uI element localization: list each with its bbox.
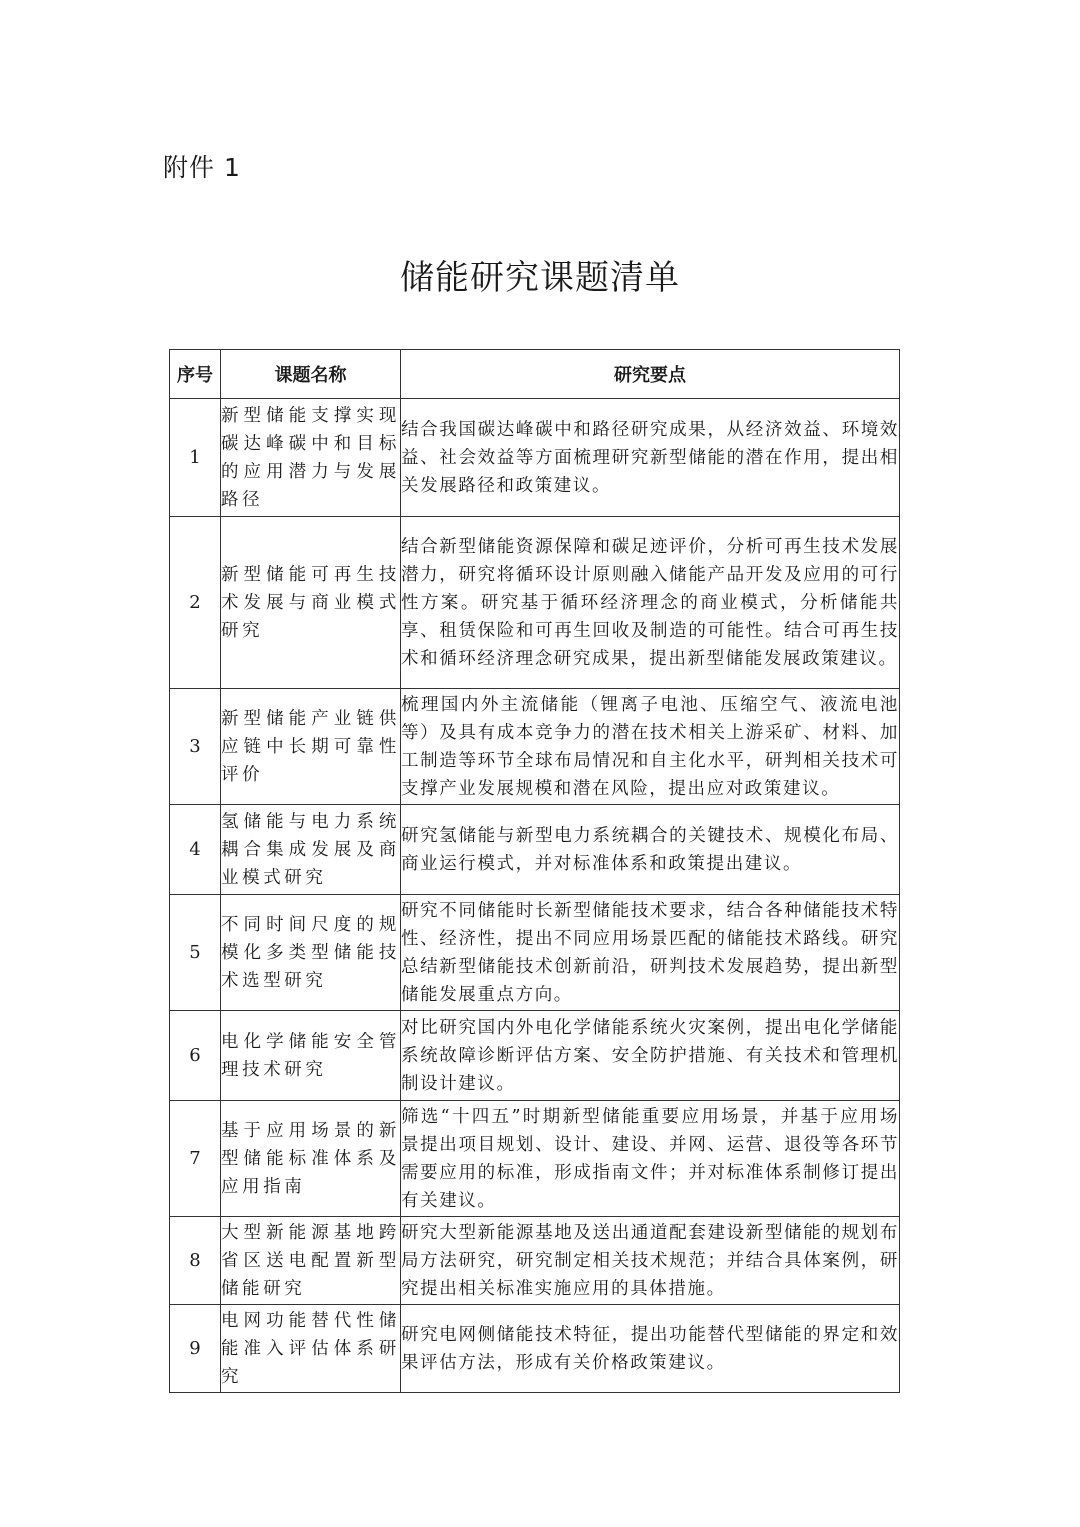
table-row bbox=[170, 1011, 900, 1101]
table-row bbox=[170, 1305, 900, 1393]
table-row bbox=[170, 517, 900, 689]
research-points: 研究氢储能与新型电力系统耦合的关键技术、规模化布局、商业运行模式，并对标准体系和政策提出建议。 bbox=[401, 805, 900, 895]
topic-name: 氢储能与电力系统耦合集成发展及商业模式研究 bbox=[221, 805, 401, 895]
row-number: 5 bbox=[170, 895, 221, 1011]
topic-name: 电网功能替代性储能准入评估体系研究 bbox=[221, 1305, 401, 1393]
research-points: 对比研究国内外电化学储能系统火灾案例，提出电化学储能系统故障诊断评估方案、安全防护措施、有关技术和管理机制设计建议。 bbox=[401, 1011, 900, 1101]
research-points: 研究电网侧储能技术特征，提出功能替代型储能的界定和效果评估方法，形成有关价格政策建议。 bbox=[401, 1305, 900, 1393]
table-row bbox=[170, 805, 900, 895]
header-number: 序号 bbox=[170, 350, 221, 399]
row-number: 3 bbox=[170, 689, 221, 805]
research-topics-table bbox=[169, 349, 900, 1393]
row-number: 4 bbox=[170, 805, 221, 895]
row-number: 1 bbox=[170, 399, 221, 517]
research-points: 结合我国碳达峰碳中和路径研究成果，从经济效益、环境效益、社会效益等方面梳理研究新型储能的潜在作用，提出相关发展路径和政策建议。 bbox=[401, 399, 900, 517]
topic-name: 电化学储能安全管理技术研究 bbox=[221, 1011, 401, 1101]
topic-name: 不同时间尺度的规模化多类型储能技术选型研究 bbox=[221, 895, 401, 1011]
topic-name: 大型新能源基地跨省区送电配置新型储能研究 bbox=[221, 1217, 401, 1305]
table-row bbox=[170, 689, 900, 805]
row-number: 8 bbox=[170, 1217, 221, 1305]
topic-name: 基于应用场景的新型储能标准体系及应用指南 bbox=[221, 1101, 401, 1217]
research-points: 结合新型储能资源保障和碳足迹评价，分析可再生技术发展潜力，研究将循环设计原则融入储能产品开发及应用的可行性方案。研究基于循环经济理念的商业模式，分析储能共享、租赁保险和可再生回收及制造的可能性。结合可再生技术和循环经济理念研究成果，提出新型储能发展政策建议。 bbox=[401, 517, 900, 689]
row-number: 2 bbox=[170, 517, 221, 689]
header-research-points: 研究要点 bbox=[401, 350, 900, 399]
row-number: 6 bbox=[170, 1011, 221, 1101]
research-points: 研究不同储能时长新型储能技术要求，结合各种储能技术特性、经济性，提出不同应用场景匹配的储能技术路线。研究总结新型储能技术创新前沿，研判技术发展趋势，提出新型储能发展重点方向。 bbox=[401, 895, 900, 1011]
topic-name: 新型储能支撑实现碳达峰碳中和目标的应用潜力与发展路径 bbox=[221, 399, 401, 517]
document-title: 储能研究课题清单 bbox=[400, 258, 680, 298]
topic-name: 新型储能可再生技术发展与商业模式研究 bbox=[221, 517, 401, 689]
table-row bbox=[170, 1217, 900, 1305]
table-row bbox=[170, 399, 900, 517]
table-header-row bbox=[170, 350, 900, 399]
header-topic-name: 课题名称 bbox=[221, 350, 401, 399]
row-number: 7 bbox=[170, 1101, 221, 1217]
table-row bbox=[170, 895, 900, 1011]
research-points: 筛选“十四五”时期新型储能重要应用场景，并基于应用场景提出项目规划、设计、建设、并网、运营、退役等各环节需要应用的标准，形成指南文件；并对标准体系制修订提出有关建议。 bbox=[401, 1101, 900, 1217]
research-points: 研究大型新能源基地及送出通道配套建设新型储能的规划布局方法研究，研究制定相关技术规范；并结合具体案例，研究提出相关标准实施应用的具体措施。 bbox=[401, 1217, 900, 1305]
research-points: 梳理国内外主流储能（锂离子电池、压缩空气、液流电池等）及具有成本竞争力的潜在技术相关上游采矿、材料、加工制造等环节全球布局情况和自主化水平，研判相关技术可支撑产业发展规模和潜在风险，提出应对政策建议。 bbox=[401, 689, 900, 805]
table-row bbox=[170, 1101, 900, 1217]
row-number: 9 bbox=[170, 1305, 221, 1393]
attachment-label: 附件 1 bbox=[163, 153, 241, 182]
topic-name: 新型储能产业链供应链中长期可靠性评价 bbox=[221, 689, 401, 805]
